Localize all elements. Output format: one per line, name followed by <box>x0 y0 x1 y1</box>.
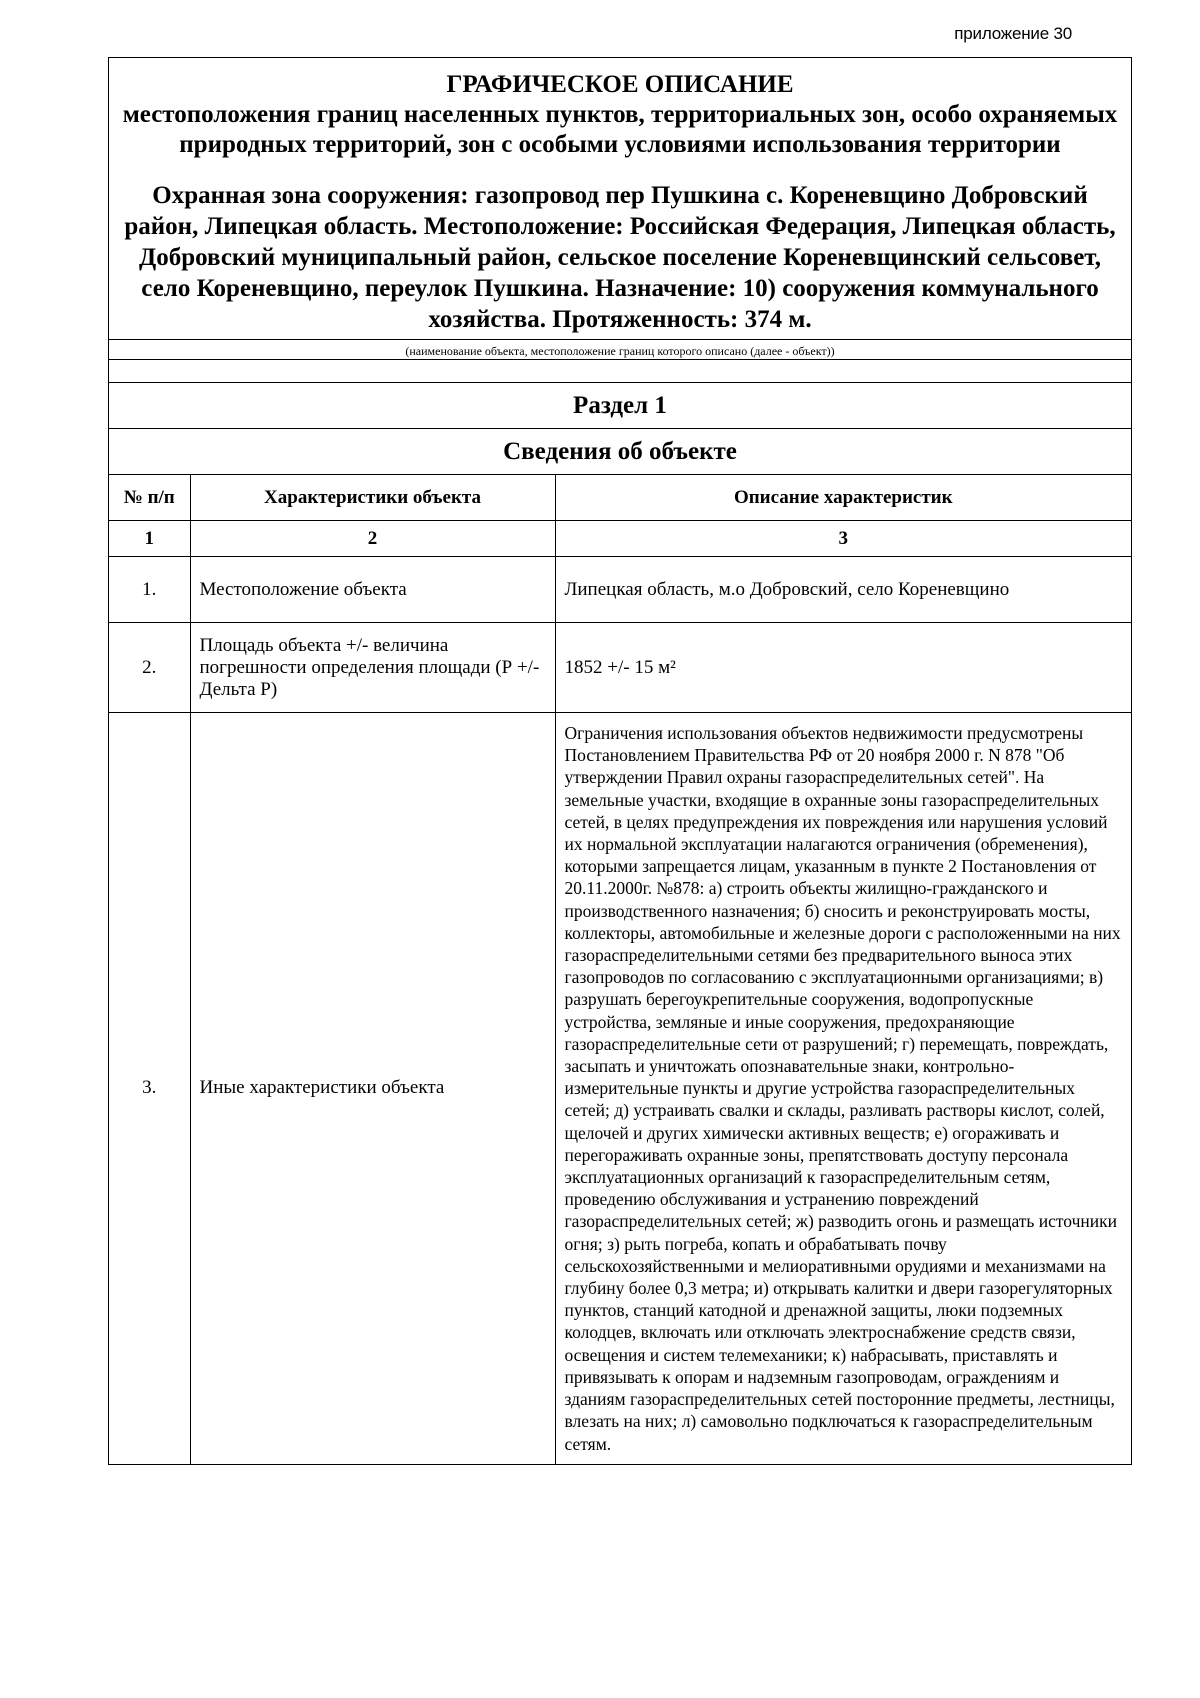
header-cell-description: Описание характеристик <box>555 475 1131 521</box>
section-subtitle: Сведения об объекте <box>109 428 1131 474</box>
row-number: 2. <box>109 623 190 713</box>
object-name-caption: (наименование объекта, местоположение границ которого описано (далее - объект)) <box>109 339 1131 359</box>
row-characteristic: Площадь объекта +/- величина погрешности определения площади (Р +/- Дельта Р) <box>199 634 540 700</box>
row-description-cell <box>555 623 1131 713</box>
row-description-cell <box>555 557 1131 623</box>
object-info-table <box>109 474 1131 1464</box>
table-row <box>109 557 1131 623</box>
table-row <box>109 623 1131 713</box>
row-characteristic-cell <box>190 557 555 623</box>
object-name: Охранная зона сооружения: газопровод пер Пушкина с. Кореневщино Добровский район, Липецкая область. Местоположение: Российская Федерация, Липецкая область, Добровский муниципальный район, сельское поселение Кореневщинский сельсовет, село Кореневщино, переулок Пушкина. Назначение: 10) сооружения коммунального хозяйства. Протяженность: 374 м. <box>124 182 1116 333</box>
row-characteristic: Местоположение объекта <box>199 578 407 600</box>
column-number-3: 3 <box>555 521 1131 557</box>
row-description: Липецкая область, м.о Добровский, село Кореневщино <box>564 578 1010 600</box>
document-title: ГРАФИЧЕСКОЕ ОПИСАНИЕ <box>446 71 794 98</box>
header-cell-characteristic: Характеристики объекта <box>190 475 555 521</box>
row-description: 1852 +/- 15 м² <box>564 656 676 678</box>
header-cell-num: № п/п <box>109 475 190 521</box>
column-numbers-row <box>109 521 1131 557</box>
row-characteristic-cell <box>190 713 555 1464</box>
table-header-row <box>109 475 1131 521</box>
row-description: Ограничения использования объектов недвижимости предусмотрены Постановлением Правительства РФ от 20 ноября 2000 г. N 878 "Об утверждении Правил охраны газораспределительных сетей". На земельные участки, входящие в охранные зоны газораспределительных сетей, в целях предупреждения их повреждения или нарушения условий их нормальной эксплуатации налагаются ограничения (обременения), которыми запрещается лицам, указанным в пункте 2 Постановления от 20.11.2000г. №878: а) строить объекты жилищно-гражданского и производственного назначения; б) сносить и реконструировать мосты, коллекторы, автомобильные и железные дороги с расположенными на них газораспределительными сетями без предварительного выноса этих газопроводов по согласованию с эксплуатационными организациями; в) разрушать берегоукрепительные сооружения, водопропускные устройства, земляные и иные сооружения, предохраняющие газораспределительные сети от разрушений; г) перемещать, повреждать, засыпать и уничтожать опознавательные знаки, контрольно-измерительные пункты и другие устройства газораспределительных сетей; д) устраивать свалки и склады, разливать растворы кислот, солей, щелочей и других химически активных веществ; е) огораживать и перегораживать охранные зоны, препятствовать доступу персонала эксплуатационных организаций к газораспределительным сетям, проведению обслуживания и устранению повреждений газораспределительных сетей; ж) разводить огонь и размещать источники огня; з) рыть погреба, копать и обрабатывать почву сельскохозяйственными и мелиоративными орудиями и механизмами на глубину более 0,3 метра; и) открывать калитки и двери газорегуляторных пунктов, станций катодной и дренажной защиты, люки подземных колодцев, включать или отключать электроснабжение средств связи, освещения и систем телемеханики; к) набрасывать, приставлять и привязывать к опорам и надземным газопроводам, ограждениям и зданиям газораспределительных сетей посторонние предметы, лестницы, влезать на них; л) самовольно подключаться к газораспределительным сетям. <box>564 723 1121 1454</box>
table-row <box>109 713 1131 1464</box>
spacer-row <box>109 359 1131 382</box>
appendix-label: приложение 30 <box>954 24 1072 43</box>
column-number-1: 1 <box>109 521 190 557</box>
document-frame <box>108 57 1132 1465</box>
row-characteristic-cell <box>190 623 555 713</box>
row-characteristic: Иные характеристики объекта <box>199 1077 445 1099</box>
header-block <box>109 58 1131 339</box>
section-title: Раздел 1 <box>109 382 1131 428</box>
row-number: 1. <box>109 557 190 623</box>
row-description-cell <box>555 713 1131 1464</box>
row-number: 3. <box>109 713 190 1464</box>
document-subtitle: местоположения границ населенных пунктов, территориальных зон, особо охраняемых природных территорий, зон с особыми условиями использования территории <box>122 101 1118 158</box>
column-number-2: 2 <box>190 521 555 557</box>
